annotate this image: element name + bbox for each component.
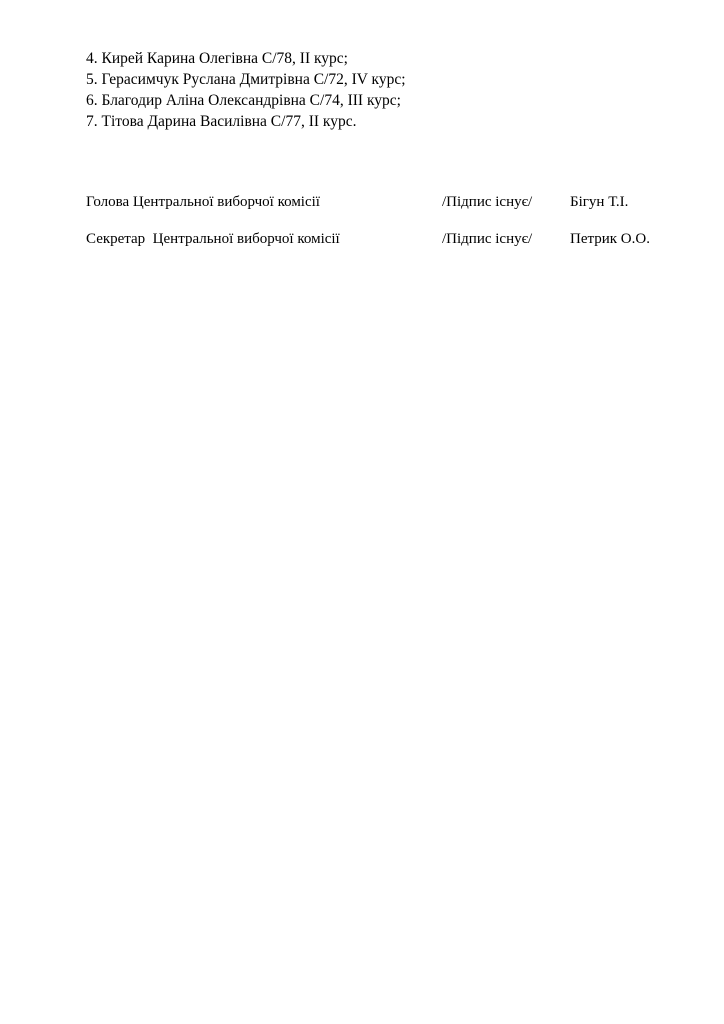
vertical-spacer <box>86 132 664 192</box>
list-item: 7. Тітова Дарина Василівна С/77, ІІ курс. <box>86 113 357 130</box>
candidate-list <box>86 48 664 132</box>
list-item: 4. Кирей Карина Олегівна С/78, ІІ курс; <box>86 50 348 67</box>
signature-row <box>86 192 664 213</box>
signature-placeholder: /Підпис існує/ <box>442 194 533 210</box>
signatory-title: Голова Центральної виборчої комісії <box>86 194 320 210</box>
list-item: 6. Благодир Аліна Олександрівна С/74, ІІІ курс; <box>86 92 401 109</box>
signature-row <box>86 229 664 250</box>
signatory-name: Петрик О.О. <box>570 231 650 247</box>
signatory-title: Секретар Центральної виборчої комісії <box>86 231 340 247</box>
list-item: 5. Герасимчук Руслана Дмитрівна С/72, ІV курс; <box>86 71 406 88</box>
signature-block <box>86 192 664 250</box>
signatory-name: Бігун Т.І. <box>570 194 629 210</box>
signature-placeholder: /Підпис існує/ <box>442 231 533 247</box>
